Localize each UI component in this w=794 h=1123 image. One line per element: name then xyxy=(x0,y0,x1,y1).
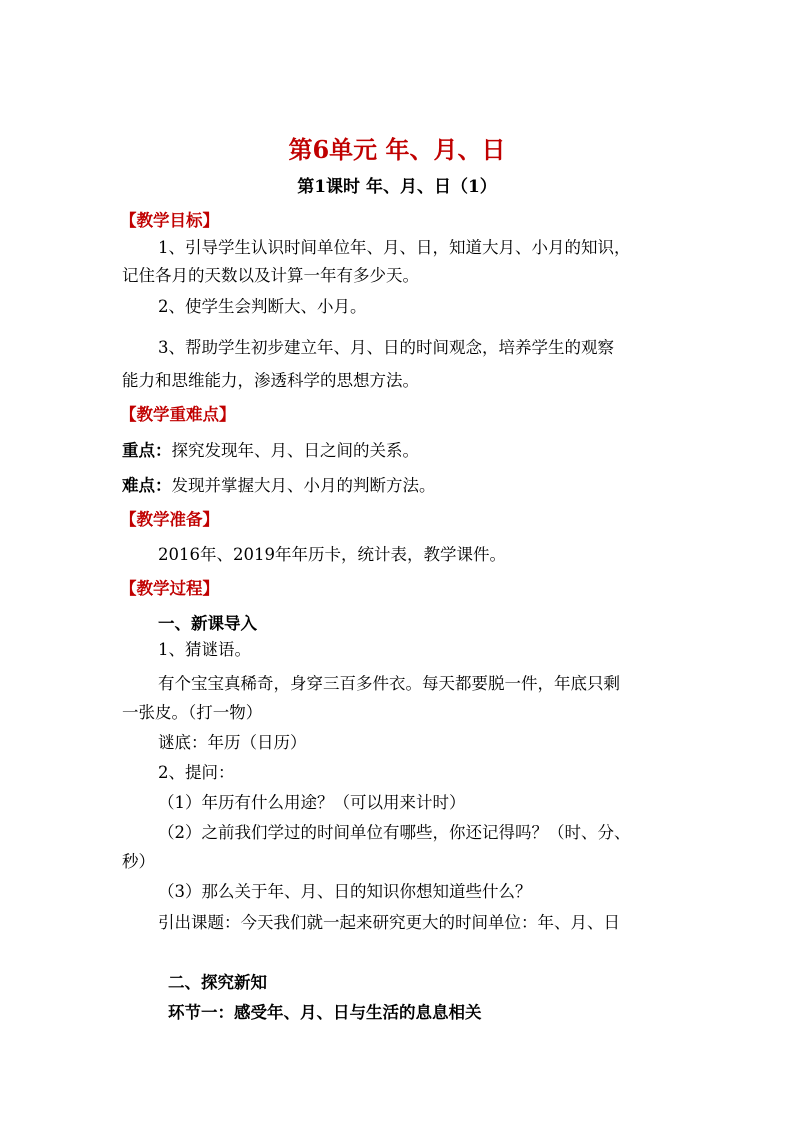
objective-1-line-2: 记住各月的天数以及计算一年有多少天。 xyxy=(122,266,419,285)
question-3: （3）那么关于年、月、日的知识你想知道些什么？ xyxy=(158,882,532,901)
link-1-heading: 环节一：感受年、月、日与生活的息息相关 xyxy=(168,1003,482,1022)
intro-text: 引出课题：今天我们就一起来研究更大的时间单位：年、月、日 xyxy=(158,913,620,932)
riddle-line-1: 有个宝宝真稀奇，身穿三百多件衣。每天都要脱一件，年底只剩 xyxy=(158,674,620,693)
part-2-heading: 二、探究新知 xyxy=(168,973,267,992)
process-heading: 【教学过程】 xyxy=(120,579,219,598)
question-2-line-1: （2）之前我们学过的时间单位有哪些，你还记得吗？（时、分、 xyxy=(158,823,631,842)
step-2: 2、提问： xyxy=(158,763,235,782)
preparation-text: 2016年、2019年年历卡，统计表，教学课件。 xyxy=(158,545,506,564)
question-2-line-2: 秒） xyxy=(122,852,155,871)
objective-1-line-1: 1、引导学生认识时间单位年、月、日，知道大月、小月的知识， xyxy=(158,238,631,257)
difficult-point-text: 发现并掌握大月、小月的判断方法。 xyxy=(171,476,436,495)
preparation-heading: 【教学准备】 xyxy=(120,510,219,529)
key-point-label: 重点： xyxy=(122,441,172,460)
question-1: （1）年历有什么用途？（可以用来计时） xyxy=(158,793,466,812)
difficult-point xyxy=(122,475,436,497)
objective-3-line-1: 3、帮助学生初步建立年、月、日的时间观念，培养学生的观察 xyxy=(158,338,614,357)
riddle-line-2: 一张皮。（打一物） xyxy=(122,703,263,722)
difficult-point-label: 难点： xyxy=(122,476,172,495)
objective-3-line-2: 能力和思维能力，渗透科学的思想方法。 xyxy=(122,371,419,390)
page-title: 第6单元 年、月、日 xyxy=(288,135,506,164)
riddle-answer: 谜底：年历（日历） xyxy=(158,733,307,752)
objective-2: 2、使学生会判断大、小月。 xyxy=(158,297,367,316)
step-1: 1、猜谜语。 xyxy=(158,640,251,659)
part-1-heading: 一、新课导入 xyxy=(158,614,257,633)
key-point-text: 探究发现年、月、日之间的关系。 xyxy=(171,441,419,460)
key-points-heading: 【教学重难点】 xyxy=(120,405,236,424)
objectives-heading: 【教学目标】 xyxy=(120,211,219,230)
key-point xyxy=(122,440,419,462)
lesson-subtitle: 第1课时 年、月、日（1） xyxy=(297,177,497,197)
